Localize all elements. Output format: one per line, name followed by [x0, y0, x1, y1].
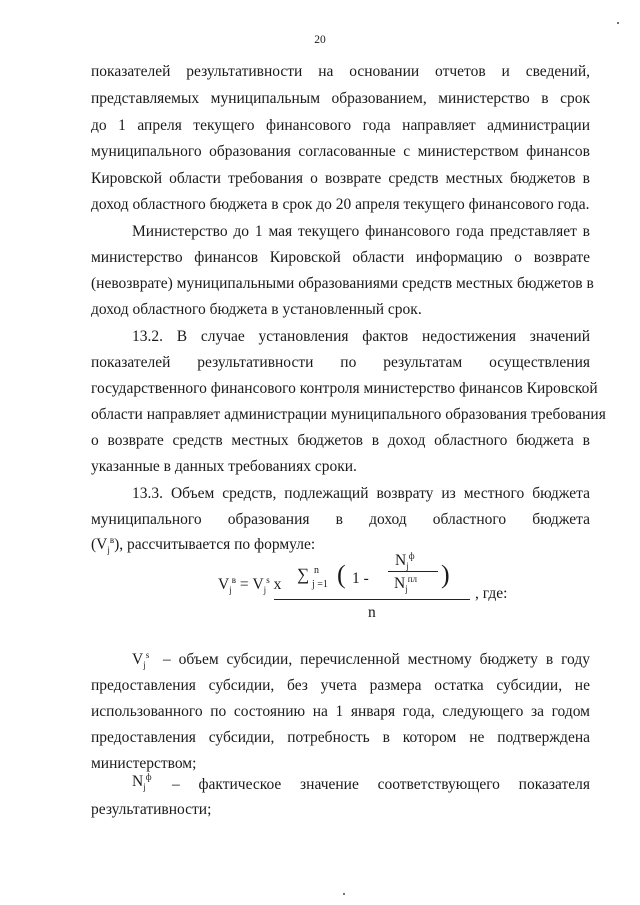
- text-line: указанные в данных требованиях сроки.: [91, 458, 357, 475]
- sum-sign: ∑: [297, 565, 310, 584]
- inner-fraction-bar: [388, 571, 438, 572]
- sum-lower: j =1: [312, 579, 328, 590]
- denominator-npl: $N_j^{пл}$: [394, 573, 418, 595]
- text-line: предоставления субсидии, без учета размера остатка субсидии, не: [91, 677, 590, 694]
- def-symbol-nf: $N_j^ф$: [132, 771, 152, 793]
- def-symbol-vs: $V_j^s$: [132, 649, 150, 671]
- text-line: представляемых муниципальным образованием, министерство в срок: [91, 90, 590, 107]
- text-line: министерство финансов Кировской области информацию о возврате: [91, 249, 590, 266]
- text-line: до 1 апреля текущего финансового года направляет администрации: [91, 117, 590, 134]
- text-line: 13.3. Объем средств, подлежащий возврату из местного бюджета: [132, 485, 590, 502]
- formula-lhs: $V_j^в = V_j^s$ x: [218, 574, 282, 596]
- close-paren: ): [441, 560, 450, 589]
- text-line: (невозврате) муниципальными образованиями средств местных бюджетов в: [91, 275, 594, 292]
- page-number: 20: [314, 34, 326, 46]
- one-minus: 1 -: [352, 570, 369, 587]
- formula-tail: , где:: [475, 585, 508, 602]
- text-line: министерством;: [91, 755, 197, 772]
- text-line: доход областного бюджета в срок до 20 апреля текущего финансового года.: [91, 196, 590, 213]
- numerator-nf: $N_j^ф$: [395, 550, 415, 572]
- text-line: области направляет администрации муниципального образования требования: [91, 406, 606, 423]
- text-line: о возврате средств местных бюджетов в доход областного бюджета в: [91, 432, 590, 449]
- text-line: показателей результативности по результатам осуществления: [91, 354, 590, 371]
- open-paren: (: [337, 560, 346, 589]
- text-line: 13.2. В случае установления фактов недостижения значений: [132, 328, 590, 345]
- text-line: муниципального образования в доход областного бюджета: [91, 511, 590, 528]
- text-line: – фактическое значение соответствующего показателя: [172, 776, 590, 793]
- text-line: предоставления субсидии, потребность в котором не подтверждена: [91, 729, 590, 746]
- text-line: Министерство до 1 мая текущего финансового года представляет в: [132, 223, 590, 240]
- scan-speck: [617, 22, 619, 24]
- text-line: доход областного бюджета в установленный срок.: [91, 301, 422, 318]
- text-line: – объем субсидии, перечисленной местному бюджету в году: [163, 651, 590, 668]
- text-line: муниципального образования согласованные с министерством финансов: [91, 143, 590, 160]
- text-line: $(V_j^в)$, рассчитывается по формуле:: [91, 534, 316, 556]
- denominator-n: n: [368, 604, 376, 621]
- text-line: результативности;: [91, 801, 212, 818]
- scan-speck: [343, 893, 345, 895]
- text-line: государственного финансового контроля министерство финансов Кировской: [91, 380, 598, 397]
- sum-upper: n: [314, 565, 319, 576]
- text-line: использованного по состоянию на 1 января года, следующего за годом: [91, 703, 590, 720]
- text-line: Кировской области требования о возврате средств местных бюджетов в: [91, 170, 590, 187]
- text-line: показателей результативности на основании отчетов и сведений,: [91, 63, 590, 80]
- main-fraction-bar: [274, 599, 470, 600]
